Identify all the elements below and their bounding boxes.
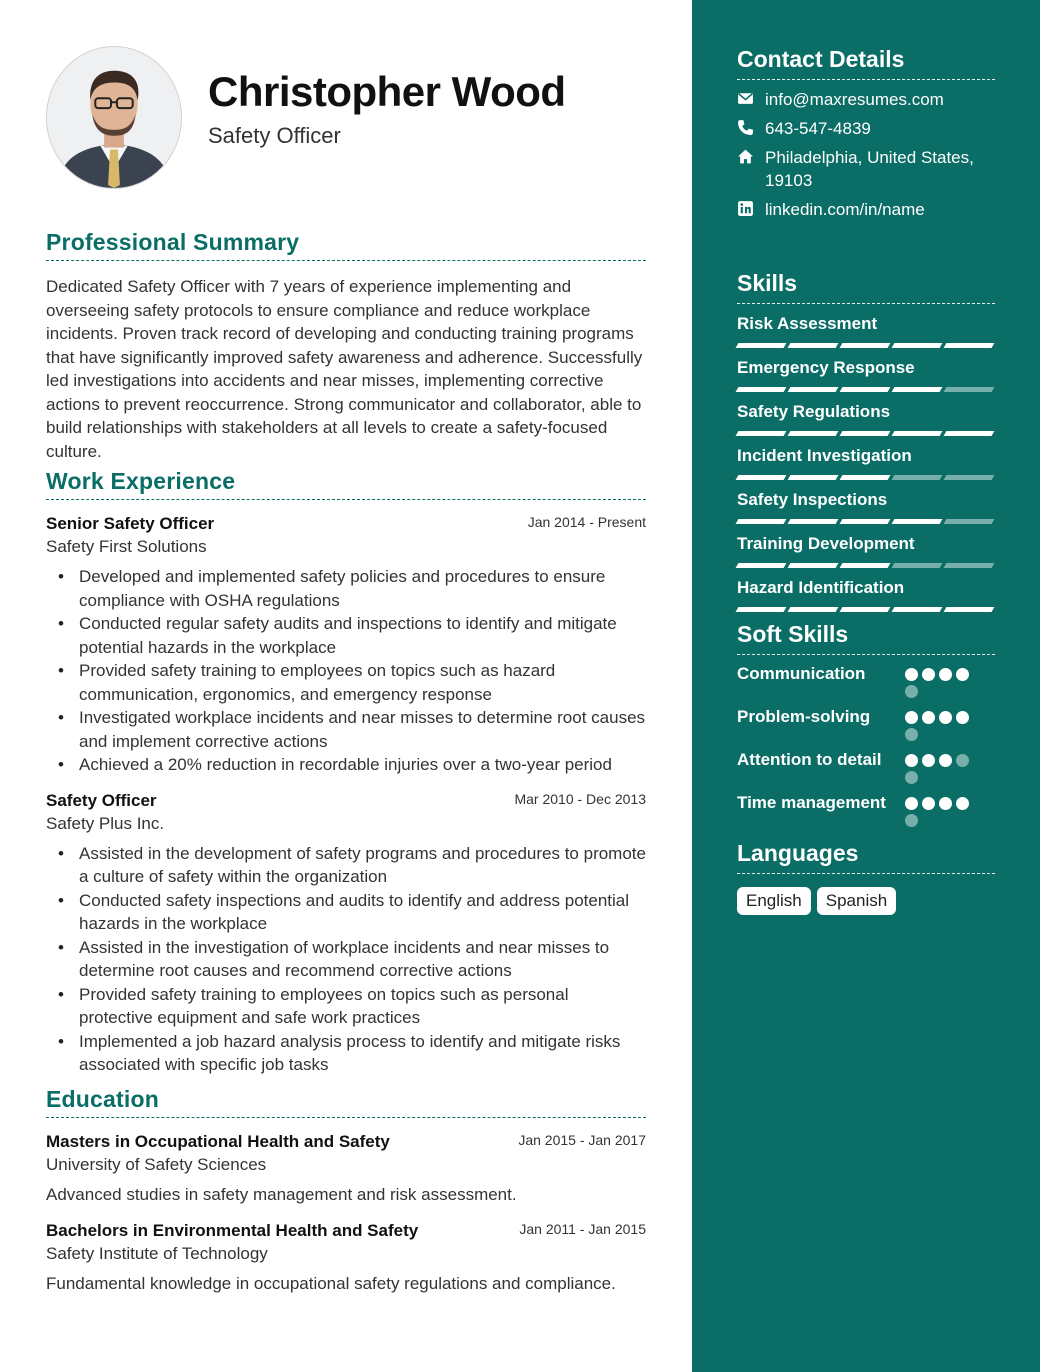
- skill-rating-segment: [736, 431, 787, 436]
- rating-dot: [939, 668, 952, 681]
- phone-icon: [737, 117, 765, 136]
- rating-dot: [905, 797, 918, 810]
- skill-rating-segment: [736, 563, 787, 568]
- skill-rating-segment: [840, 475, 891, 480]
- skill-rating-segment: [840, 563, 891, 568]
- address-text: Philadelphia, United States, 19103: [765, 148, 974, 190]
- skill-name: Emergency Response: [737, 358, 915, 377]
- skill-rating-segment: [944, 519, 995, 524]
- soft-skill-rating-dots: [905, 748, 981, 784]
- skill-name: Safety Inspections: [737, 490, 888, 509]
- experience-heading: Work Experience: [46, 468, 646, 500]
- job-bullet: • Assisted in the investigation of workplace incidents and near misses to determine root causes and recommend corrective actions: [46, 936, 646, 983]
- skill-rating-segment: [840, 343, 891, 348]
- education-entry: [46, 1132, 646, 1207]
- job-bullet: • Achieved a 20% reduction in recordable injuries over a two-year period: [46, 753, 646, 777]
- skills-section: [737, 270, 995, 612]
- skill-rating-segment: [892, 431, 943, 436]
- rating-dot: [939, 711, 952, 724]
- experience-section: [46, 468, 646, 1077]
- skill-name: Risk Assessment: [737, 314, 878, 333]
- language-tag: Spanish: [817, 887, 896, 915]
- skill-rating-bar: [737, 475, 995, 480]
- job-bullet: • Provided safety training to employees on topics such as personal protective equipment and safe work practices: [46, 983, 646, 1030]
- envelope-icon: [737, 88, 765, 107]
- skill-item: [737, 313, 995, 348]
- skill-name: Incident Investigation: [737, 446, 912, 465]
- rating-dot: [905, 771, 918, 784]
- languages-list: [737, 887, 995, 915]
- rating-dot: [939, 797, 952, 810]
- rating-dot: [956, 668, 969, 681]
- soft-skills-heading: Soft Skills: [737, 621, 995, 655]
- skill-item: [737, 401, 995, 436]
- rating-dot: [922, 668, 935, 681]
- education-entry: [46, 1221, 646, 1296]
- job-bullet: • Conducted safety inspections and audits to identify and address potential hazards in the workplace: [46, 889, 646, 936]
- skill-rating-segment: [892, 475, 943, 480]
- contact-section: [737, 46, 995, 221]
- rating-dot: [956, 754, 969, 767]
- skill-rating-segment: [944, 563, 995, 568]
- soft-skill-rating-dots: [905, 662, 981, 698]
- skill-rating-segment: [840, 431, 891, 436]
- rating-dot: [956, 711, 969, 724]
- skill-item: [737, 577, 995, 612]
- soft-skill-item: [737, 791, 995, 827]
- soft-skill-rating-dots: [905, 791, 981, 827]
- education-description: Fundamental knowledge in occupational safety regulations and compliance.: [46, 1274, 616, 1293]
- skill-rating-segment: [736, 607, 787, 612]
- skill-item: [737, 489, 995, 524]
- skill-rating-segment: [892, 563, 943, 568]
- job-bullets: [46, 565, 646, 777]
- job-bullets: [46, 842, 646, 1077]
- soft-skills-list: [737, 662, 995, 827]
- linkedin-icon: [737, 198, 765, 217]
- job-company: Safety First Solutions: [46, 537, 207, 556]
- rating-dot: [905, 728, 918, 741]
- skill-rating-segment: [892, 607, 943, 612]
- education-date: Jan 2015 - Jan 2017: [518, 1132, 646, 1148]
- summary-section: [46, 229, 646, 463]
- soft-skill-name: Communication: [737, 664, 866, 683]
- skill-rating-bar: [737, 431, 995, 436]
- education-degree: Masters in Occupational Health and Safety: [46, 1132, 390, 1151]
- soft-skill-name: Problem-solving: [737, 707, 871, 726]
- skill-rating-segment: [736, 475, 787, 480]
- skill-item: [737, 533, 995, 568]
- job-bullet: • Developed and implemented safety policies and procedures to ensure compliance with OSHA regulations: [46, 565, 646, 612]
- job-title: Safety Officer: [46, 790, 157, 810]
- skill-rating-segment: [944, 343, 995, 348]
- skill-rating-bar: [737, 563, 995, 568]
- job-company: Safety Plus Inc.: [46, 813, 165, 833]
- rating-dot: [905, 685, 918, 698]
- job-bullet: • Implemented a job hazard analysis process to identify and mitigate risks associated with specific job tasks: [46, 1030, 646, 1077]
- skill-rating-segment: [840, 607, 891, 612]
- job-bullet: • Investigated workplace incidents and near misses to determine root causes and implement corrective actions: [46, 706, 646, 753]
- job-date: Mar 2010 - Dec 2013: [514, 790, 646, 807]
- email-link[interactable]: info@maxresumes.com: [765, 90, 944, 109]
- rating-dot: [922, 711, 935, 724]
- skill-rating-segment: [788, 519, 839, 524]
- skill-item: [737, 357, 995, 392]
- education-date: Jan 2011 - Jan 2015: [519, 1221, 646, 1237]
- education-degree: Bachelors in Environmental Health and Safety: [46, 1221, 419, 1240]
- soft-skills-section: [737, 621, 995, 827]
- job-entry: [46, 791, 646, 1077]
- education-section: [46, 1086, 646, 1296]
- rating-dot: [905, 814, 918, 827]
- skill-rating-segment: [788, 563, 839, 568]
- skill-rating-segment: [736, 343, 787, 348]
- rating-dot: [939, 754, 952, 767]
- skill-rating-segment: [736, 387, 787, 392]
- job-bullet: • Provided safety training to employees on topics such as hazard communication, ergonomics, and emergency response: [46, 659, 646, 706]
- soft-skill-name: Time management: [737, 793, 886, 812]
- candidate-name: Christopher Wood: [208, 68, 566, 115]
- soft-skill-rating-dots: [905, 705, 981, 741]
- job-entry: [46, 514, 646, 777]
- linkedin-link[interactable]: linkedin.com/in/name: [765, 200, 925, 219]
- skill-rating-bar: [737, 519, 995, 524]
- language-tag: English: [737, 887, 811, 915]
- skill-rating-segment: [840, 519, 891, 524]
- skill-item: [737, 445, 995, 480]
- skill-name: Training Development: [737, 534, 915, 553]
- rating-dot: [905, 754, 918, 767]
- skill-rating-segment: [840, 387, 891, 392]
- skill-rating-segment: [944, 607, 995, 612]
- skill-rating-segment: [788, 343, 839, 348]
- skill-rating-segment: [788, 607, 839, 612]
- rating-dot: [905, 668, 918, 681]
- rating-dot: [922, 797, 935, 810]
- home-icon: [737, 146, 765, 165]
- skill-rating-bar: [737, 343, 995, 348]
- education-description: Advanced studies in safety management and risk assessment.: [46, 1185, 517, 1204]
- skill-rating-segment: [892, 519, 943, 524]
- job-bullet: • Assisted in the development of safety programs and procedures to promote a culture of safety within the organization: [46, 842, 646, 889]
- languages-heading: Languages: [737, 840, 995, 874]
- rating-dot: [956, 797, 969, 810]
- skills-heading: Skills: [737, 270, 995, 304]
- skill-rating-segment: [944, 387, 995, 392]
- job-bullet: • Conducted regular safety audits and inspections to identify and mitigate potential hazards in the workplace: [46, 612, 646, 659]
- skill-rating-segment: [944, 475, 995, 480]
- skill-name: Hazard Identification: [737, 578, 905, 597]
- soft-skill-item: [737, 662, 995, 698]
- soft-skill-item: [737, 705, 995, 741]
- rating-dot: [922, 754, 935, 767]
- summary-heading: Professional Summary: [46, 229, 646, 261]
- education-school: University of Safety Sciences: [46, 1155, 267, 1174]
- contact-email: [737, 88, 995, 111]
- languages-section: [737, 840, 995, 915]
- skill-rating-segment: [788, 387, 839, 392]
- rating-dot: [905, 711, 918, 724]
- candidate-title: Safety Officer: [208, 123, 341, 148]
- sidebar: [692, 0, 1040, 1372]
- skill-rating-bar: [737, 387, 995, 392]
- contact-heading: Contact Details: [737, 46, 995, 80]
- skill-rating-segment: [788, 431, 839, 436]
- job-date: Jan 2014 - Present: [527, 514, 646, 530]
- contact-linkedin: [737, 198, 995, 221]
- contact-phone: [737, 117, 995, 140]
- avatar: [46, 46, 182, 189]
- education-school: Safety Institute of Technology: [46, 1244, 268, 1263]
- soft-skill-item: [737, 748, 995, 784]
- skill-rating-segment: [944, 431, 995, 436]
- skill-rating-segment: [736, 519, 787, 524]
- skill-rating-segment: [892, 343, 943, 348]
- summary-text: Dedicated Safety Officer with 7 years of experience implementing and overseeing safety protocols to ensure compliance and reduce workplace incidents. Proven track record of developing and conducting training programs that have significantly improved safety awareness and adherence. Successfully led investigations into accidents and near misses, implementing corrective actions to prevent reoccurrence. Strong communicator and collaborator, able to build relationships with stakeholders at all levels to create a safety-focused culture.: [46, 277, 643, 461]
- job-title: Senior Safety Officer: [46, 514, 215, 533]
- profile-photo: [47, 47, 181, 188]
- skill-name: Safety Regulations: [737, 402, 891, 421]
- contact-address: [737, 146, 995, 192]
- skills-list: [737, 313, 995, 612]
- phone-text: 643-547-4839: [765, 119, 871, 138]
- skill-rating-segment: [892, 387, 943, 392]
- education-heading: Education: [46, 1086, 646, 1118]
- soft-skill-name: Attention to detail: [737, 750, 882, 769]
- skill-rating-bar: [737, 607, 995, 612]
- skill-rating-segment: [788, 475, 839, 480]
